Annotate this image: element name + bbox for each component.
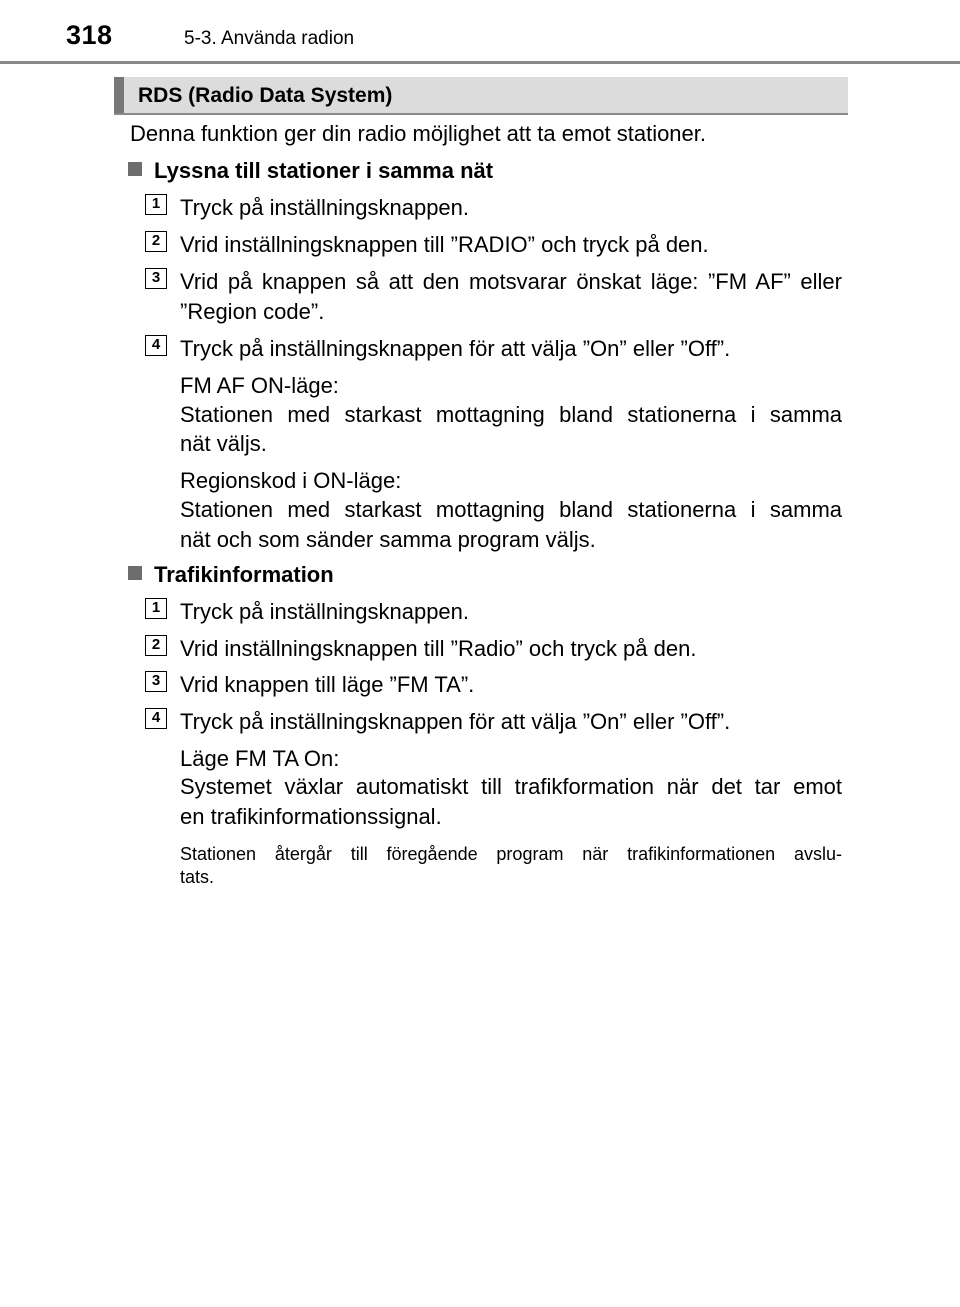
step-text: Tryck på inställningsknappen. [180, 195, 470, 220]
mode-description-continued: en trafikinformationssignal. [180, 804, 442, 829]
mode-label: FM AF ON-läge: [180, 373, 339, 398]
step-text: Tryck på inställningsknappen för att välja ”On” eller ”Off”. [180, 709, 731, 734]
page-header [0, 0, 960, 70]
step-text: Tryck på inställningsknappen för att välja ”On” eller ”Off”. [180, 336, 731, 361]
mode-label: Läge FM TA On: [180, 746, 340, 771]
step-text: Tryck på inställningsknappen. [180, 599, 470, 624]
subsection-heading-text: Lyssna till stationer i samma nät [154, 158, 494, 183]
step-text: Vrid knappen till läge ”FM TA”. [180, 672, 475, 697]
step-text-continued: ”Region code”. [180, 299, 325, 324]
section-accent-bar [114, 77, 124, 113]
mode-description: Stationen med starkast mottagning bland stationerna i samma [180, 402, 842, 427]
intro-text: Denna funktion ger din radio möjlighet att ta emot stationer. [130, 121, 707, 146]
step-number-badge: 4 [145, 708, 167, 729]
step-number-badge: 1 [145, 598, 167, 619]
step-number-badge: 2 [145, 635, 167, 656]
step-number-badge: 3 [145, 671, 167, 692]
footnote: Stationen återgår till föregående program när trafikinformationen avslu- [180, 844, 842, 864]
header-divider [0, 61, 960, 64]
mode-label: Regionskod i ON-läge: [180, 468, 402, 493]
step-number-badge: 2 [145, 231, 167, 252]
mode-description: Systemet växlar automatiskt till trafikformation när det tar emot [180, 774, 842, 799]
section-title-bar [114, 77, 848, 115]
step-text: Vrid på knappen så att den motsvarar önskat läge: ”FM AF” eller [180, 269, 842, 294]
mode-description-continued: nät och som sänder samma program väljs. [180, 527, 596, 552]
step-text: Vrid inställningsknappen till ”Radio” och tryck på den. [180, 636, 697, 661]
subsection-heading [128, 559, 334, 591]
section-title: RDS (Radio Data System) [138, 84, 393, 107]
mode-description-continued: nät väljs. [180, 431, 267, 456]
footnote-continued: tats. [180, 867, 215, 887]
chapter-title: 5-3. Använda radion [184, 28, 355, 49]
page-number: 318 [66, 20, 113, 50]
step-number-badge: 1 [145, 194, 167, 215]
square-bullet-icon [128, 162, 142, 176]
subsection-heading-text: Trafikinformation [154, 562, 334, 587]
step-text: Vrid inställningsknappen till ”RADIO” och tryck på den. [180, 232, 709, 257]
step-number-badge: 3 [145, 268, 167, 289]
step-number-badge: 4 [145, 335, 167, 356]
square-bullet-icon [128, 566, 142, 580]
subsection-heading [128, 155, 493, 187]
mode-description: Stationen med starkast mottagning bland stationerna i samma [180, 497, 842, 522]
